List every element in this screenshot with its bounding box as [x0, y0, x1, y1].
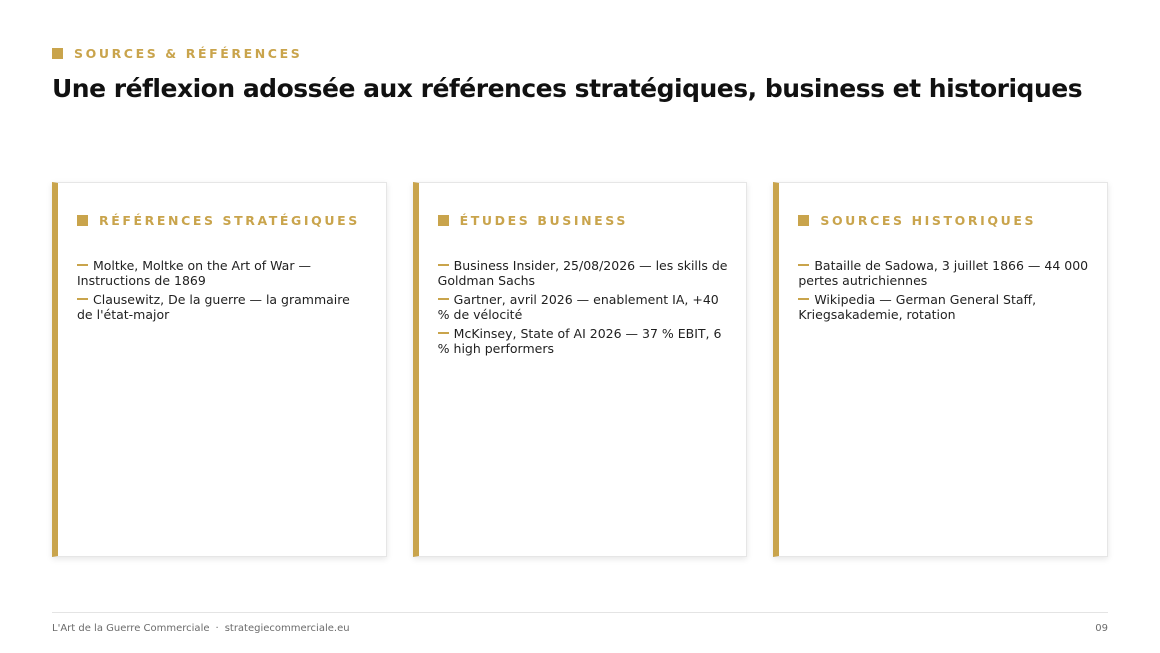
dash-bullet-icon: [77, 298, 88, 300]
list-item: [77, 258, 368, 288]
list-item: [438, 292, 729, 322]
footer-credits: [52, 623, 350, 634]
list-item-text: Wikipedia — German General Staff, Kriegsakademie, rotation: [798, 292, 1037, 322]
card-historical-sources: [773, 182, 1108, 557]
list-item-text: Clausewitz, De la guerre — la grammaire de l'état-major: [77, 292, 350, 322]
square-bullet-icon: [52, 48, 63, 59]
card-title: SOURCES HISTORIQUES: [820, 213, 1037, 228]
list-item: [798, 292, 1089, 322]
dash-bullet-icon: [438, 264, 449, 266]
list-item-text: Bataille de Sadowa, 3 juillet 1866 — 44 000 pertes autrichiennes: [798, 258, 1089, 288]
page-number: 09: [1095, 623, 1108, 634]
list-item: [798, 258, 1089, 288]
card-title: ÉTUDES BUSINESS: [459, 213, 628, 228]
card-strategic-references: [52, 182, 387, 557]
square-bullet-icon: [438, 215, 449, 226]
section-eyebrow: [52, 46, 302, 61]
footer-separator: ·: [215, 623, 219, 634]
eyebrow-label: SOURCES & RÉFÉRENCES: [74, 46, 303, 61]
list-item-text: McKinsey, State of AI 2026 — 37 % EBIT, 6 % high performers: [437, 326, 722, 356]
card-header: [438, 213, 729, 228]
list-item-text: Moltke, Moltke on the Art of War — Instructions de 1869: [77, 258, 311, 288]
page-title: Une réflexion adossée aux références stratégiques, business et historiques: [52, 74, 1083, 103]
list-item: [77, 292, 368, 322]
dash-bullet-icon: [438, 332, 449, 334]
list-item-text: Business Insider, 25/08/2026 — les skills de Goldman Sachs: [437, 258, 728, 288]
card-header: [77, 213, 368, 228]
dash-bullet-icon: [77, 264, 88, 266]
card-title: RÉFÉRENCES STRATÉGIQUES: [99, 213, 360, 228]
list-item: [438, 258, 729, 288]
card-header: [798, 213, 1089, 228]
footer-divider: [52, 612, 1108, 613]
square-bullet-icon: [798, 215, 809, 226]
list-item-text: Gartner, avril 2026 — enablement IA, +40 % de vélocité: [437, 292, 719, 322]
footer-site-link[interactable]: strategiecommerciale.eu: [224, 623, 350, 634]
dash-bullet-icon: [798, 264, 809, 266]
dash-bullet-icon: [438, 298, 449, 300]
list-item: [438, 326, 729, 356]
footer-brand: L'Art de la Guerre Commerciale: [52, 623, 210, 634]
square-bullet-icon: [77, 215, 88, 226]
dash-bullet-icon: [798, 298, 809, 300]
cards-row: [52, 182, 1108, 557]
card-business-studies: [413, 182, 748, 557]
